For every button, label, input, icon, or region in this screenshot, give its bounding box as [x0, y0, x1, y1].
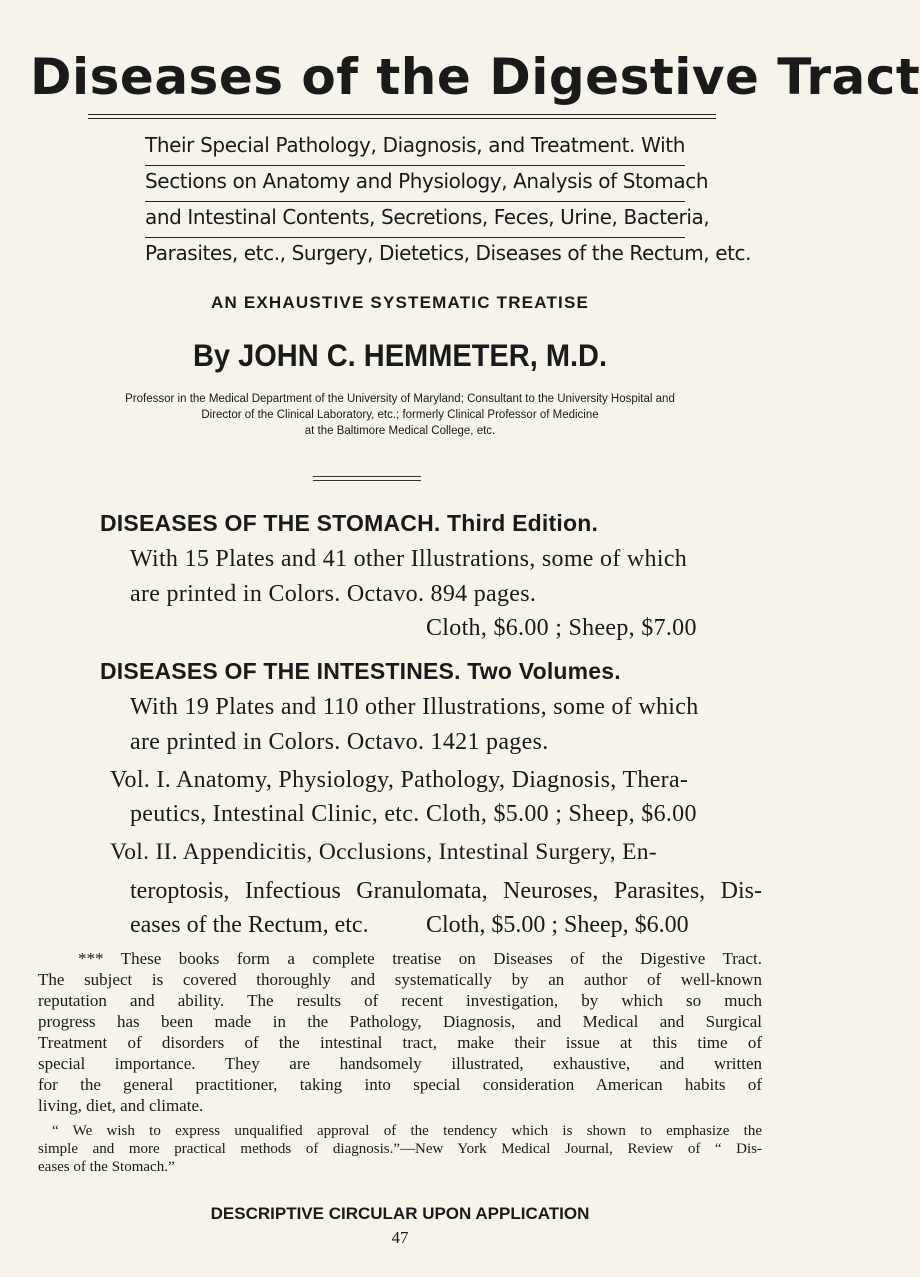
blurb-line: *** These books form a complete treatise on Diseases of the Digestive Tract.: [78, 949, 762, 968]
credentials-line: Director of the Clinical Laboratory, etc.; formerly Clinical Professor of Medicine: [201, 409, 599, 421]
volume-one-line: peutics, Intestinal Clinic, etc.: [130, 801, 420, 827]
volume-two-price: Cloth, $5.00 ; Sheep, $6.00: [426, 912, 689, 938]
author-name: By JOHN C. HEMMETER, M.D.: [192, 338, 608, 374]
subtitle-line: Parasites, etc., Surgery, Dietetics, Diseases of the Rectum, etc.: [145, 241, 752, 265]
blurb-line: living, diet, and climate.: [38, 1096, 204, 1115]
volume-one-price: Cloth, $5.00 ; Sheep, $6.00: [426, 801, 697, 827]
title-rule-bottom: [88, 118, 716, 119]
blurb-line: reputation and ability. The results of recent investigation, by which so much: [38, 991, 762, 1010]
intestines-description-line: With 19 Plates and 110 other Illustrations, some of which: [130, 694, 699, 720]
blurb-line: for the general practitioner, taking into special consideration American habits of: [38, 1075, 762, 1094]
volume-two-line: teroptosis, Infectious Granulomata, Neuroses, Parasites, Dis-: [130, 878, 762, 904]
stomach-price: Cloth, $6.00 ; Sheep, $7.00: [426, 615, 697, 641]
divider-rule: [313, 480, 421, 481]
subtitle-block: [145, 130, 752, 274]
blurb-paragraph: [38, 874, 762, 1116]
divider-rule: [313, 476, 421, 477]
volume-two-last-row: [38, 908, 762, 942]
intestines-book-heading: DISEASES OF THE INTESTINES. Two Volumes.: [100, 658, 621, 684]
volume-one-line: Vol. I. Anatomy, Physiology, Pathology, Diagnosis, Thera-: [110, 767, 689, 793]
title-rule-top: [88, 114, 716, 115]
stomach-description-line: With 15 Plates and 41 other Illustrations, some of which: [130, 546, 688, 572]
credentials-line: Professor in the Medical Department of the University of Maryland; Consultant to the University Hospital and: [125, 393, 675, 405]
blurb-line: progress has been made in the Pathology, Diagnosis, and Medical and Surgical: [38, 1012, 762, 1031]
author-credentials: [80, 391, 720, 439]
intestines-description-line: are printed in Colors. Octavo. 1421 pages.: [130, 729, 549, 755]
stomach-book-heading: DISEASES OF THE STOMACH. Third Edition.: [100, 510, 599, 536]
page-title: Diseases of the Digestive Tract: [30, 48, 920, 106]
tagline: AN EXHAUSTIVE SYSTEMATIC TREATISE: [210, 293, 590, 312]
quote-line: simple and more practical methods of diagnosis.”—New York Medical Journal, Review of “ Dis-: [38, 1141, 762, 1157]
volume-two-line: Vol. II. Appendicitis, Occlusions, Intestinal Surgery, En-: [110, 839, 657, 865]
descriptive-circular-note: DESCRIPTIVE CIRCULAR UPON APPLICATION: [210, 1204, 590, 1223]
subtitle-line: Their Special Pathology, Diagnosis, and Treatment. With: [145, 130, 685, 166]
blurb-line: special importance. They are handsomely illustrated, exhaustive, and written: [38, 1054, 762, 1073]
credentials-line: at the Baltimore Medical College, etc.: [304, 425, 496, 437]
blurb-line: The subject is covered thoroughly and systematically by an author of well-known: [38, 970, 762, 989]
volume-two-line: eases of the Rectum, etc.: [130, 912, 369, 938]
subtitle-line: and Intestinal Contents, Secretions, Feces, Urine, Bacteria,: [145, 202, 685, 238]
review-quote: [38, 1122, 762, 1176]
subtitle-line: Sections on Anatomy and Physiology, Analysis of Stomach: [145, 166, 685, 202]
page-number: 47: [391, 1228, 409, 1247]
quote-line: “ We wish to express unqualified approval of the tendency which is shown to emphasize the: [52, 1123, 762, 1139]
stomach-description-line: are printed in Colors. Octavo. 894 pages.: [130, 581, 537, 607]
blurb-line: Treatment of disorders of the intestinal tract, make their issue at this time of: [38, 1033, 762, 1052]
quote-line: eases of the Stomach.”: [38, 1159, 175, 1175]
